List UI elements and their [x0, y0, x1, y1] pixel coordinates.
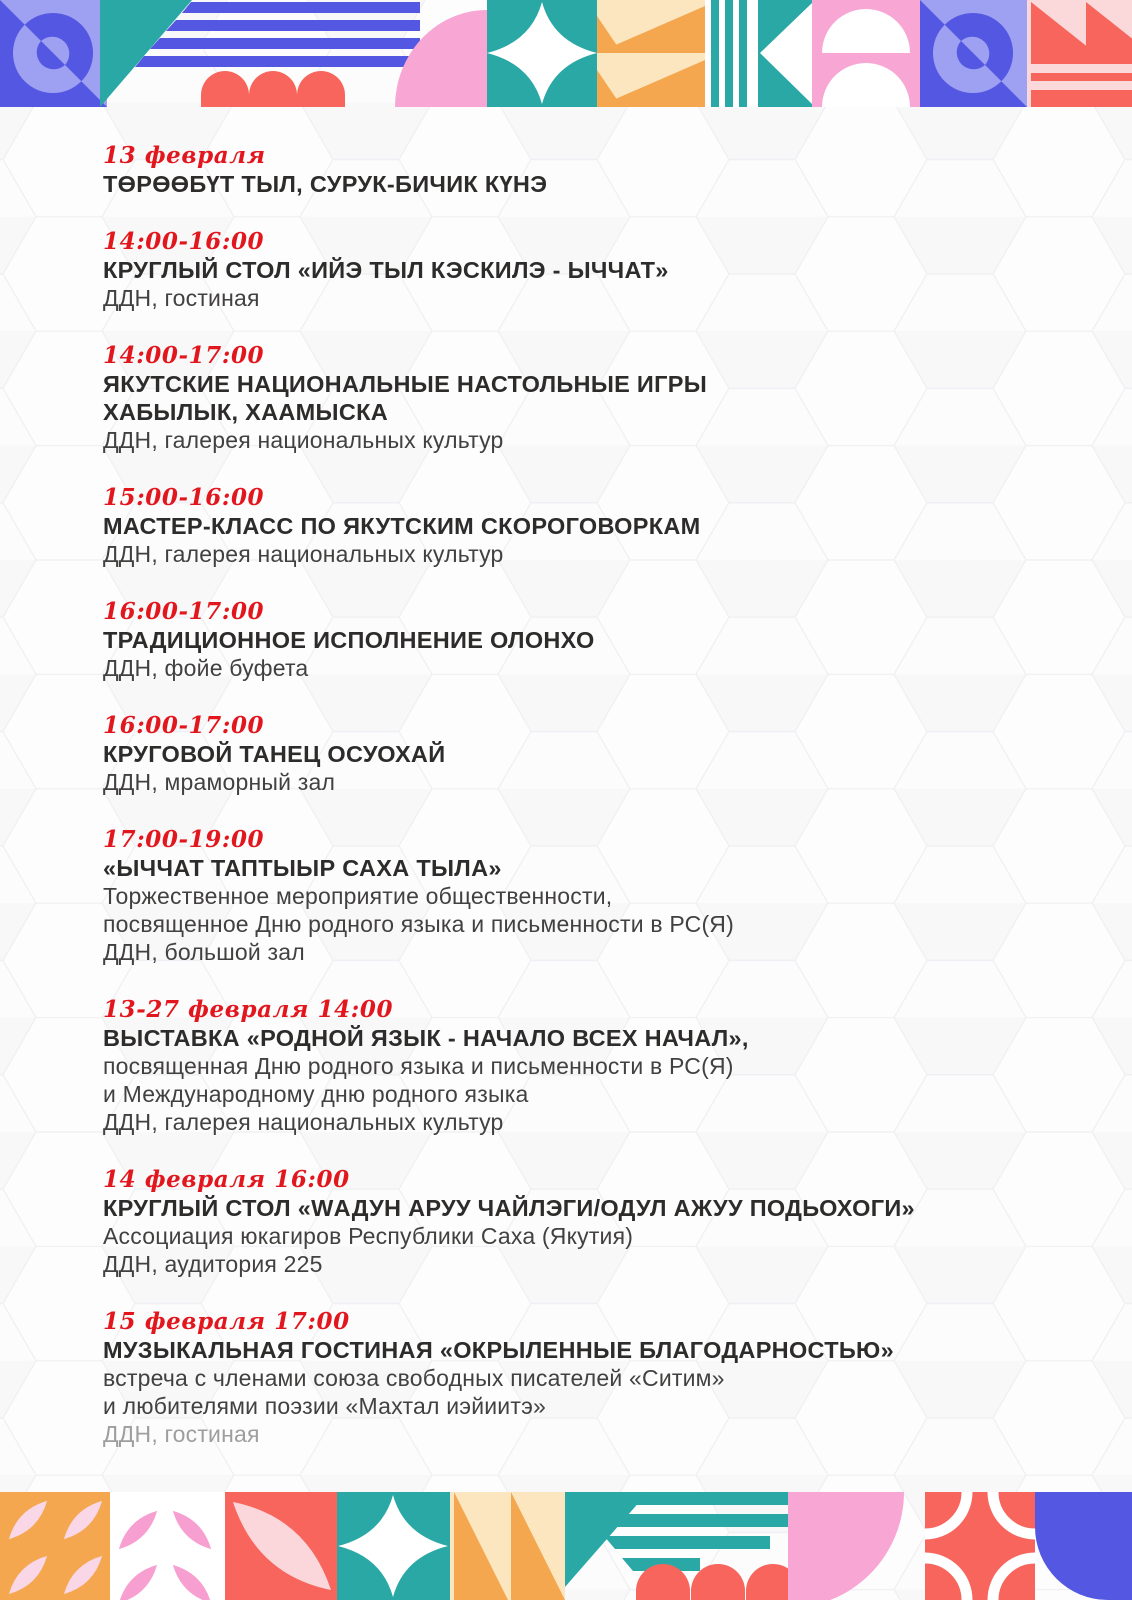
event-item: [103, 1166, 1063, 1278]
event-time: 16:00-17:00: [103, 598, 265, 625]
event-details: [103, 882, 1063, 938]
event-title-line: ВЫСТАВКА «РОДНОЙ ЯЗЫК - НАЧАЛО ВСЕХ НАЧАЛ»,: [103, 1025, 749, 1051]
tile-pink-domes-icon: [812, 0, 920, 107]
tile-indigo-rounded-icon: [1035, 1492, 1132, 1600]
event-title-line: ХАБЫЛЫК, ХААМЫСКА: [103, 399, 389, 425]
events-list: [103, 228, 1063, 1448]
event-time: 13-27 февраля 14:00: [103, 996, 394, 1023]
event-titles: [103, 1024, 1063, 1052]
event-item: [103, 826, 1063, 966]
event-titles: [103, 256, 1063, 284]
event-location: ДДН, галерея национальных культур: [103, 1109, 504, 1135]
event-time: 14:00-17:00: [103, 342, 265, 369]
event-location: ДДН, аудитория 225: [103, 1251, 323, 1277]
tile-pink-quarter-icon: [788, 1492, 904, 1600]
event-titles: [103, 626, 1063, 654]
event-detail-line: и любителями поэзии «Махтал иэйиитэ»: [103, 1393, 547, 1419]
event-details: [103, 1052, 1063, 1108]
event-location: ДДН, большой зал: [103, 939, 305, 965]
event-location: ДДН, мраморный зал: [103, 769, 336, 795]
event-item: [103, 598, 1063, 682]
event-titles: [103, 512, 1063, 540]
event-item: [103, 342, 1063, 454]
tile-target-circle-icon: [920, 0, 1027, 107]
event-detail-line: Торжественное мероприятие общественности,: [103, 883, 613, 909]
event-details: [103, 1364, 1063, 1420]
tile-pink-wings-icon: [110, 1492, 225, 1600]
event-title-line: КРУГЛЫЙ СТОЛ «ИЙЭ ТЫЛ КЭСКИЛЭ - ЫЧЧАТ»: [103, 257, 669, 283]
day-date: 13 февраля: [103, 142, 266, 169]
event-detail-line: Ассоциация юкагиров Республики Саха (Якутия): [103, 1223, 634, 1249]
event-titles: [103, 740, 1063, 768]
event-time: 15 февраля 17:00: [103, 1308, 350, 1335]
event-titles: [103, 1336, 1063, 1364]
event-title-line: ТРАДИЦИОННОЕ ИСПОЛНЕНИЕ ОЛОНХО: [103, 627, 595, 653]
day-title: ТӨРӨӨБҮТ ТЫЛ, СУРУК-БИЧИК КҮНЭ: [103, 171, 548, 197]
tile-orange-triangles-icon: [597, 0, 705, 107]
tile-orange-slants-icon: [450, 1492, 565, 1600]
event-titles: [103, 854, 1063, 882]
event-title-line: «ЫЧЧАТ ТАПТЫЫР САХА ТЫЛА»: [103, 855, 502, 881]
top-decor-banner: [0, 0, 1132, 107]
tile-red-sawtooth-icon: [1027, 0, 1132, 107]
event-title-line: МУЗЫКАЛЬНАЯ ГОСТИНАЯ «ОКРЫЛЕННЫЕ БЛАГОДАРНОСТЬЮ»: [103, 1337, 894, 1363]
event-time: 14:00-16:00: [103, 228, 265, 255]
tile-teal-bars-icon: [705, 0, 758, 107]
event-title-line: КРУГЛЫЙ СТОЛ «WАДУН АРУУ ЧАЙЛЭГИ/ОДУЛ АЖУУ ПОДЬОХОГИ»: [103, 1195, 915, 1221]
event-item: [103, 996, 1063, 1136]
event-location: ДДН, гостиная: [103, 1421, 260, 1447]
tile-red-arches-icon: [201, 71, 345, 107]
event-titles: [103, 370, 1063, 426]
tile-teal-triangle-icon: [100, 0, 192, 107]
tile-red-leaf-icon: [225, 1492, 337, 1600]
event-detail-line: посвященная Дню родного языка и письменности в РС(Я): [103, 1053, 734, 1079]
event-location: ДДН, фойе буфета: [103, 655, 309, 681]
event-item: [103, 484, 1063, 568]
event-title-line: ЯКУТСКИЕ НАЦИОНАЛЬНЫЕ НАСТОЛЬНЫЕ ИГРЫ: [103, 371, 708, 397]
event-time: 15:00-16:00: [103, 484, 265, 511]
event-time: 16:00-17:00: [103, 712, 265, 739]
event-detail-line: и Международному дню родного языка: [103, 1081, 529, 1107]
event-detail-line: встреча с членами союза свободных писателей «Ситим»: [103, 1365, 725, 1391]
event-titles: [103, 1194, 1063, 1222]
event-details: [103, 1222, 1063, 1250]
bottom-decor-banner: [0, 1492, 1132, 1600]
event-time: 14 февраля 16:00: [103, 1166, 350, 1193]
event-time: 17:00-19:00: [103, 826, 265, 853]
event-title-line: МАСТЕР-КЛАСС ПО ЯКУТСКИМ СКОРОГОВОРКАМ: [103, 513, 701, 539]
tile-target-circle-icon: [0, 0, 107, 107]
event-location: ДДН, галерея национальных культур: [103, 427, 504, 453]
day-header: [103, 142, 1063, 198]
tile-teal-arrow-icon: [758, 0, 812, 107]
tile-red-arches-icon: [636, 1564, 800, 1600]
top-banner-art: [0, 0, 1132, 107]
event-item: [103, 228, 1063, 312]
event-detail-line: посвященное Дню родного языка и письменности в РС(Я): [103, 911, 734, 937]
bottom-banner-art: [0, 1492, 1132, 1600]
event-location: ДДН, галерея национальных культур: [103, 541, 504, 567]
event-location: ДДН, гостиная: [103, 285, 260, 311]
tile-orange-petals-icon: [0, 1492, 110, 1600]
tile-teal-sparkle-icon: [337, 1492, 450, 1600]
schedule-content: [103, 142, 1063, 1448]
event-title-line: КРУГОВОЙ ТАНЕЦ ОСУОХАЙ: [103, 741, 446, 767]
event-item: [103, 712, 1063, 796]
tile-teal-sparkle-icon: [487, 0, 597, 107]
event-item: [103, 1308, 1063, 1448]
